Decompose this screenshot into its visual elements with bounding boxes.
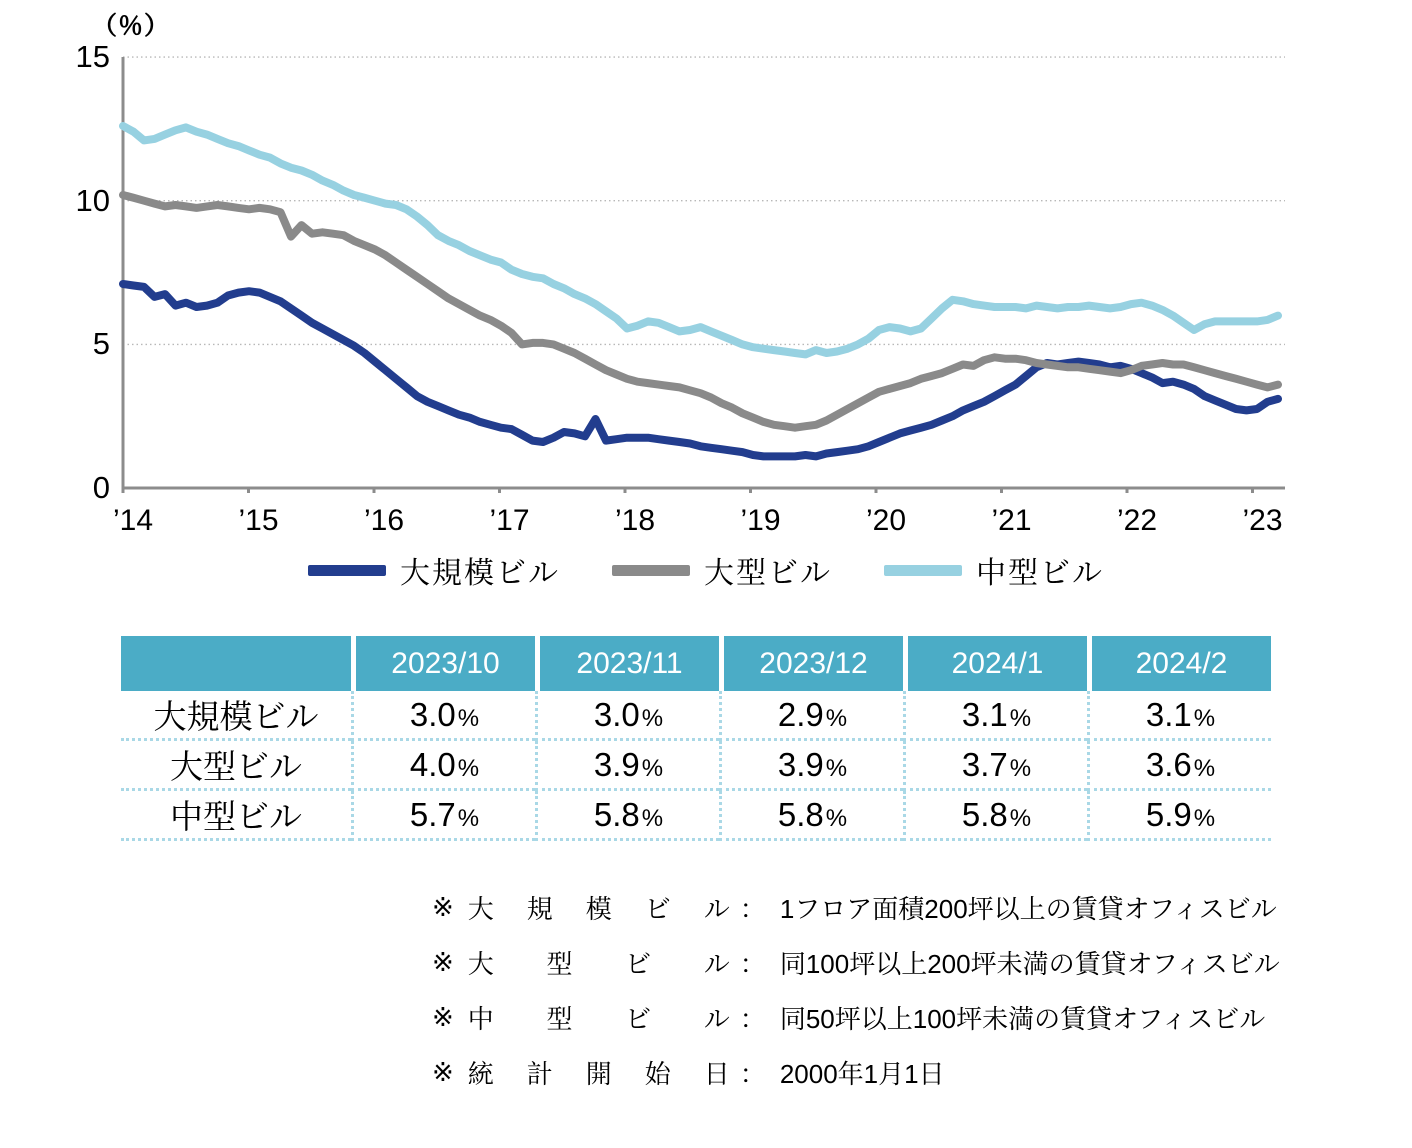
y-axis-label: 0	[92, 470, 110, 505]
table-header-2023-11: 2023/11	[535, 636, 719, 691]
series-line-2	[123, 126, 1278, 354]
footnote-definition: 同50坪以上100坪未満の賃貸オフィスビル	[779, 1004, 1266, 1034]
table-cell: 5.7 %	[351, 791, 535, 841]
footnote-medium: ※ 中 型 ビ ル ： 同50坪以上100坪未満の賃貸オフィスビル	[432, 990, 1280, 1045]
legend-item-large	[612, 548, 832, 592]
table-cell: 5.8 %	[719, 791, 903, 841]
footnote-definition: 2000年1月1日	[779, 1059, 945, 1089]
x-axis-label: ’15	[238, 504, 279, 537]
table-cell: 5.9 %	[1087, 791, 1271, 841]
legend-label: 大型ビル	[704, 557, 832, 590]
table-header-empty	[121, 636, 351, 691]
footnote-term: 中 型 ビ ル	[467, 1004, 730, 1034]
row-label-medium: 中型ビル	[121, 791, 351, 841]
table-cell: 3.9 %	[535, 741, 719, 791]
legend-item-large-scale	[308, 548, 560, 592]
table-cell: 3.0 %	[351, 691, 535, 741]
legend-item-medium	[884, 548, 1104, 592]
chart-legend	[0, 548, 1412, 592]
y-axis-label: 15	[75, 39, 110, 75]
x-axis-label: ’17	[489, 504, 530, 537]
y-axis-unit-label: （％）	[92, 12, 171, 40]
reference-mark-icon: ※	[432, 892, 454, 922]
table-header-2023-10: 2023/10	[351, 636, 535, 691]
plot-svg	[0, 0, 1412, 545]
x-axis-label: ’23	[1242, 504, 1283, 537]
footnote-definition: 1フロア面積200坪以上の賃貸オフィスビル	[779, 894, 1277, 924]
row-label-large-scale: 大規模ビル	[121, 691, 351, 741]
table-header-2024-2: 2024/2	[1087, 636, 1271, 691]
table-cell: 4.0 %	[351, 741, 535, 791]
table-cell: 3.1 %	[1087, 691, 1271, 741]
footnote-term: 統 計 開 始 日	[467, 1059, 730, 1089]
footnotes	[432, 880, 1280, 1100]
footnote-large-scale: ※ 大 規 模 ビ ル ： 1フロア面積200坪以上の賃貸オフィスビル	[432, 880, 1280, 935]
table-header-2023-12: 2023/12	[719, 636, 903, 691]
legend-label: 大規模ビル	[400, 557, 560, 590]
row-label-large: 大型ビル	[121, 741, 351, 791]
table-cell: 3.1 %	[903, 691, 1087, 741]
footnote-term: 大 規 模 ビ ル	[467, 894, 730, 924]
legend-swatch-light-blue	[884, 565, 962, 576]
footnote-statistics-start: ※ 統 計 開 始 日 ： 2000年1月1日	[432, 1045, 1280, 1100]
vacancy-rate-table	[121, 636, 1271, 841]
x-axis-label: ’14	[112, 504, 154, 537]
table-cell: 5.8 %	[903, 791, 1087, 841]
legend-label: 中型ビル	[976, 557, 1104, 590]
table-cell: 3.0 %	[535, 691, 719, 741]
x-axis-label: ’19	[740, 504, 781, 537]
table-cell: 3.7 %	[903, 741, 1087, 791]
y-axis-label: 10	[75, 182, 110, 218]
y-axis-label: 5	[92, 326, 110, 362]
x-axis-label: ’21	[991, 504, 1032, 537]
table-header-2024-1: 2024/1	[903, 636, 1087, 691]
x-axis-label: ’18	[614, 504, 656, 537]
x-axis-label: ’22	[1116, 504, 1158, 537]
footnote-definition: 同100坪以上200坪未満の賃貸オフィスビル	[779, 949, 1280, 979]
legend-swatch-gray	[612, 565, 690, 576]
table-cell: 2.9 %	[719, 691, 903, 741]
axis-lines	[123, 57, 1285, 488]
reference-mark-icon: ※	[432, 947, 454, 977]
table-cell: 3.9 %	[719, 741, 903, 791]
x-axis-label: ’16	[363, 504, 405, 537]
reference-mark-icon: ※	[432, 1057, 454, 1087]
table-cell: 5.8 %	[535, 791, 719, 841]
footnote-large: ※ 大 型 ビ ル ： 同100坪以上200坪未満の賃貸オフィスビル	[432, 935, 1280, 990]
footnote-term: 大 型 ビ ル	[467, 949, 730, 979]
legend-swatch-dark-blue	[308, 565, 386, 576]
reference-mark-icon: ※	[432, 1002, 454, 1032]
x-axis-label: ’20	[865, 504, 907, 537]
table-cell: 3.6 %	[1087, 741, 1271, 791]
